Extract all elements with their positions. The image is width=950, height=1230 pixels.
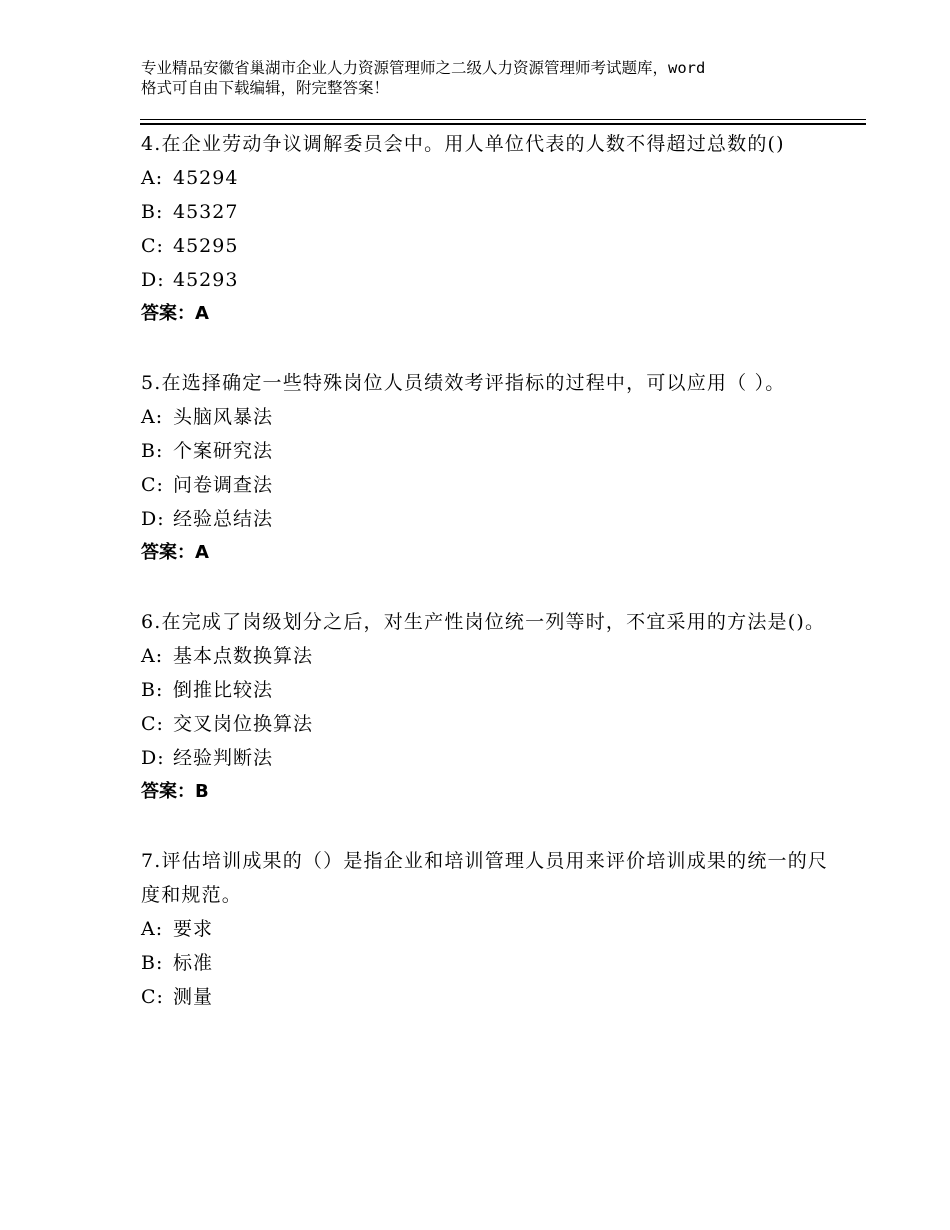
option-text: 个案研究法 (173, 440, 274, 462)
document-header (141, 58, 831, 98)
question-text: 4.在企业劳动争议调解委员会中。用人单位代表的人数不得超过总数的() (141, 133, 785, 155)
answer-value: A (195, 542, 209, 563)
question-text: 5.在选择确定一些特殊岗位人员绩效考评指标的过程中，可以应用（ ）。 (141, 372, 786, 394)
header-line-1: 专业精品安徽省巢湖市企业人力资源管理师之二级人力资源管理师考试题库，word (141, 59, 706, 77)
option-text: 经验判断法 (173, 747, 274, 769)
option-text: 经验总结法 (173, 508, 274, 530)
answer-line (141, 297, 831, 331)
answer-label: 答案： (141, 303, 195, 324)
option-letter: C: (141, 986, 164, 1008)
option-c (141, 468, 831, 502)
option-letter: B: (141, 201, 164, 223)
option-text: 标准 (173, 952, 214, 974)
option-letter: D: (141, 269, 165, 291)
answer-value: B (195, 781, 209, 802)
answer-line (141, 536, 831, 570)
option-text: 45293 (173, 269, 239, 291)
option-b (141, 195, 831, 229)
question-item (141, 605, 831, 809)
option-a (141, 639, 831, 673)
question-text: 7.评估培训成果的（）是指企业和培训管理人员用来评价培训成果的统一的尺度和规范。 (141, 850, 829, 906)
option-text: 45327 (173, 201, 239, 223)
option-b (141, 434, 831, 468)
option-letter: D: (141, 747, 165, 769)
header-rule-thick (140, 123, 866, 125)
question-list (141, 127, 831, 1049)
option-d (141, 741, 831, 775)
option-a (141, 912, 831, 946)
option-text: 倒推比较法 (173, 679, 274, 701)
option-text: 问卷调查法 (173, 474, 274, 496)
option-b (141, 946, 831, 980)
answer-label: 答案： (141, 542, 195, 563)
option-letter: C: (141, 235, 164, 257)
option-letter: C: (141, 713, 164, 735)
option-letter: D: (141, 508, 165, 530)
option-d (141, 502, 831, 536)
option-text: 头脑风暴法 (173, 406, 274, 428)
option-letter: B: (141, 679, 164, 701)
option-c (141, 229, 831, 263)
option-letter: A: (141, 167, 164, 189)
option-text: 45294 (173, 167, 239, 189)
answer-label: 答案： (141, 781, 195, 802)
option-text: 交叉岗位换算法 (173, 713, 314, 735)
option-text: 测量 (173, 986, 214, 1008)
option-letter: B: (141, 440, 164, 462)
option-b (141, 673, 831, 707)
question-item (141, 844, 831, 1014)
option-a (141, 400, 831, 434)
option-text: 基本点数换算法 (173, 645, 314, 667)
option-letter: C: (141, 474, 164, 496)
option-letter: A: (141, 918, 164, 940)
question-item (141, 127, 831, 331)
option-letter: A: (141, 406, 164, 428)
option-text: 要求 (173, 918, 214, 940)
option-letter: B: (141, 952, 164, 974)
option-d (141, 263, 831, 297)
option-c (141, 707, 831, 741)
header-line-2: 格式可自由下载编辑，附完整答案！ (141, 79, 390, 97)
answer-line (141, 775, 831, 809)
option-letter: A: (141, 645, 164, 667)
question-item (141, 366, 831, 570)
answer-value: A (195, 303, 209, 324)
option-text: 45295 (173, 235, 239, 257)
option-a (141, 161, 831, 195)
question-text: 6.在完成了岗级划分之后，对生产性岗位统一列等时，不宜采用的方法是()。 (141, 611, 826, 633)
option-c (141, 980, 831, 1014)
header-rule-thin (140, 119, 866, 120)
